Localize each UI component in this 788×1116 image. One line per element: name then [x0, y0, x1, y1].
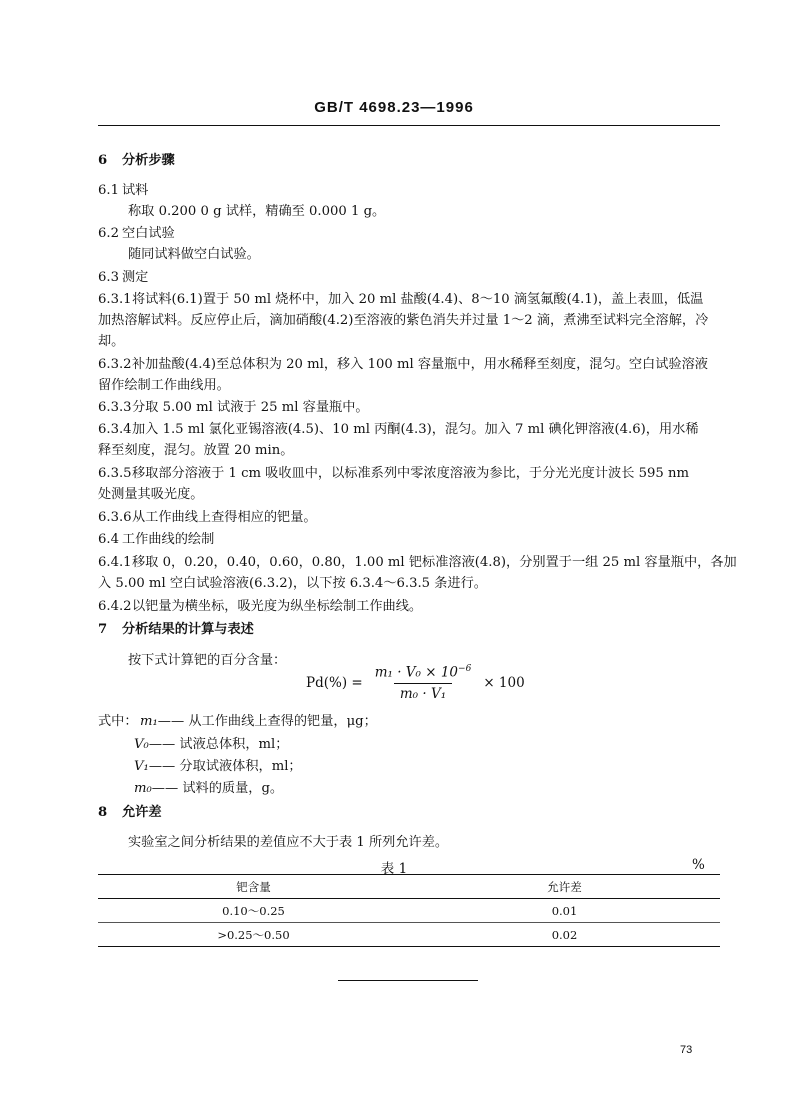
variable-symbol: V₁	[134, 759, 149, 774]
table-cell: 0.10～0.25	[222, 903, 285, 918]
text-line	[98, 555, 737, 571]
clause-text: 称取 0.200 0 g 试样，精确至 0.000 1 g。	[128, 204, 386, 219]
variable-description: —— 分取试液体积，ml；	[148, 759, 302, 774]
text-line	[98, 532, 214, 548]
clause-text: 补加盐酸(4.4)至总体积为 20 ml，移入 100 ml 容量瓶中，用水稀释至刻度，混匀。空白试验溶液	[132, 357, 708, 372]
formula-rhs: × 100	[483, 675, 525, 691]
variable-definition	[134, 777, 283, 796]
clause-number: 6.3.5	[98, 466, 132, 481]
formula-fraction	[369, 664, 478, 702]
clause-number: 6	[98, 153, 108, 168]
table-unit: %	[692, 857, 705, 873]
text-line	[98, 334, 124, 350]
clause-text: 以钯量为横坐标，吸光度为纵坐标绘制工作曲线。	[132, 599, 423, 614]
clause-text: 工作曲线的绘制	[122, 532, 215, 547]
text-line	[98, 226, 175, 242]
table-cell: >0.25～0.50	[217, 927, 290, 942]
text-line	[98, 576, 487, 592]
variable-description: —— 试液总体积，ml；	[148, 737, 289, 752]
table-row	[98, 899, 720, 923]
text-line	[128, 653, 286, 669]
variable-description: —— 试料的质量，g。	[151, 781, 284, 796]
text-line	[98, 292, 703, 308]
clause-number: 6.4	[98, 532, 119, 547]
text-line	[98, 422, 699, 438]
text-line	[98, 313, 708, 329]
text-line	[98, 183, 148, 199]
clause-text: 分取 5.00 ml 试液于 25 ml 容量瓶中。	[132, 400, 369, 415]
text-line	[98, 487, 204, 503]
clause-text: 分析结果的计算与表述	[122, 622, 254, 637]
header-rule	[98, 125, 720, 126]
clause-text: 加入 1.5 ml 氯化亚锡溶液(4.5)、10 ml 丙酮(4.3)，混匀。加入 7 ml 碘化钾溶液(4.6)，用水稀	[132, 422, 699, 437]
text-line	[128, 204, 385, 220]
clause-text: 入 5.00 ml 空白试验溶液(6.3.2)，以下按 6.3.4～6.3.5 条进行。	[98, 576, 487, 591]
clause-text: 按下式计算钯的百分含量：	[128, 653, 287, 668]
text-line	[98, 270, 148, 286]
end-rule	[338, 980, 478, 981]
clause-text: 试料	[122, 183, 149, 198]
table-cell: 0.02	[551, 927, 578, 942]
variable-definition	[140, 710, 377, 729]
clause-number: 6.1	[98, 183, 119, 198]
formula-lhs: Pd(%) =	[306, 675, 363, 691]
text-line	[98, 466, 689, 482]
table-header-cell: 允许差	[547, 879, 582, 894]
variable-symbol: m₀	[134, 781, 152, 796]
formula-numerator: $m_1 \cdot V_0 \times 10^{-6}$	[374, 664, 472, 681]
section-8-text: 实验室之间分析结果的差值应不大于表 1 所列允许差。	[128, 835, 449, 850]
clause-number: 6.3.4	[98, 422, 132, 437]
formula-exponent: −6	[458, 664, 472, 675]
clause-text: 却。	[98, 334, 125, 349]
formula-denominator: m₀ · V₁	[394, 683, 452, 702]
clause-text: 留作绘制工作曲线用。	[98, 378, 230, 393]
clause-text: 移取 0，0.20，0.40，0.60，0.80，1.00 ml 钯标准溶液(4.8)，分别置于一组 25 ml 容量瓶中，各加	[132, 555, 737, 570]
where-intro: 式中：	[98, 714, 138, 729]
clause-number: 6.4.1	[98, 555, 132, 570]
clause-text: 空白试验	[122, 226, 175, 241]
clause-text: 加热溶解试料。反应停止后，滴加硝酸(4.2)至溶液的紫色消失并过量 1～2 滴，煮沸至试料完全溶解，冷	[98, 313, 709, 328]
variable-definition	[134, 733, 288, 752]
variable-definition	[134, 755, 302, 774]
text-line	[98, 510, 317, 526]
clause-number: 6.3.2	[98, 357, 132, 372]
section-8-heading: 8 允许差	[98, 805, 162, 820]
clause-text: 移取部分溶液于 1 cm 吸收皿中，以标准系列中零浓度溶液为参比，于分光光度计波长 595 nm	[132, 466, 689, 481]
text-line	[98, 599, 422, 615]
section-heading	[98, 622, 254, 638]
clause-text: 测定	[122, 270, 149, 285]
text-line	[98, 400, 369, 416]
clause-number: 6.4.2	[98, 599, 132, 614]
clause-number: 6.3.3	[98, 400, 132, 415]
clause-number: 7	[98, 622, 108, 637]
table-cell: 0.01	[551, 903, 578, 918]
clause-text: 将试料(6.1)置于 50 ml 烧杯中，加入 20 ml 盐酸(4.4)、8～10 滴氢氟酸(4.1)，盖上表皿，低温	[132, 292, 704, 307]
standard-code: GB/T 4698.23—1996	[314, 99, 474, 116]
variable-symbol: m₁	[140, 714, 158, 729]
text-line	[128, 247, 260, 263]
clause-text: 释至刻度，混匀。放置 20 min。	[98, 443, 294, 458]
variable-description: —— 从工作曲线上查得的钯量，μg；	[157, 714, 377, 729]
clause-text: 随同试料做空白试验。	[128, 247, 260, 262]
text-line	[98, 378, 230, 394]
section-heading	[98, 153, 175, 169]
clause-text: 处测量其吸光度。	[98, 487, 204, 502]
table-title: 表 1	[380, 861, 408, 877]
table-header-cell: 钯含量	[236, 879, 271, 894]
clause-text: 分析步骤	[122, 153, 175, 168]
page-number: 73	[680, 1044, 693, 1056]
text-line	[98, 357, 708, 373]
clause-number: 6.3.1	[98, 292, 132, 307]
table-header-row	[98, 875, 720, 899]
text-line	[98, 443, 293, 459]
clause-number: 6.3.6	[98, 510, 132, 525]
clause-number: 6.2	[98, 226, 119, 241]
tolerance-table	[98, 874, 720, 947]
clause-number: 6.3	[98, 270, 119, 285]
table-row	[98, 923, 720, 947]
formula	[306, 663, 525, 703]
variable-symbol: V₀	[134, 737, 149, 752]
clause-text: 从工作曲线上查得相应的钯量。	[132, 510, 317, 525]
